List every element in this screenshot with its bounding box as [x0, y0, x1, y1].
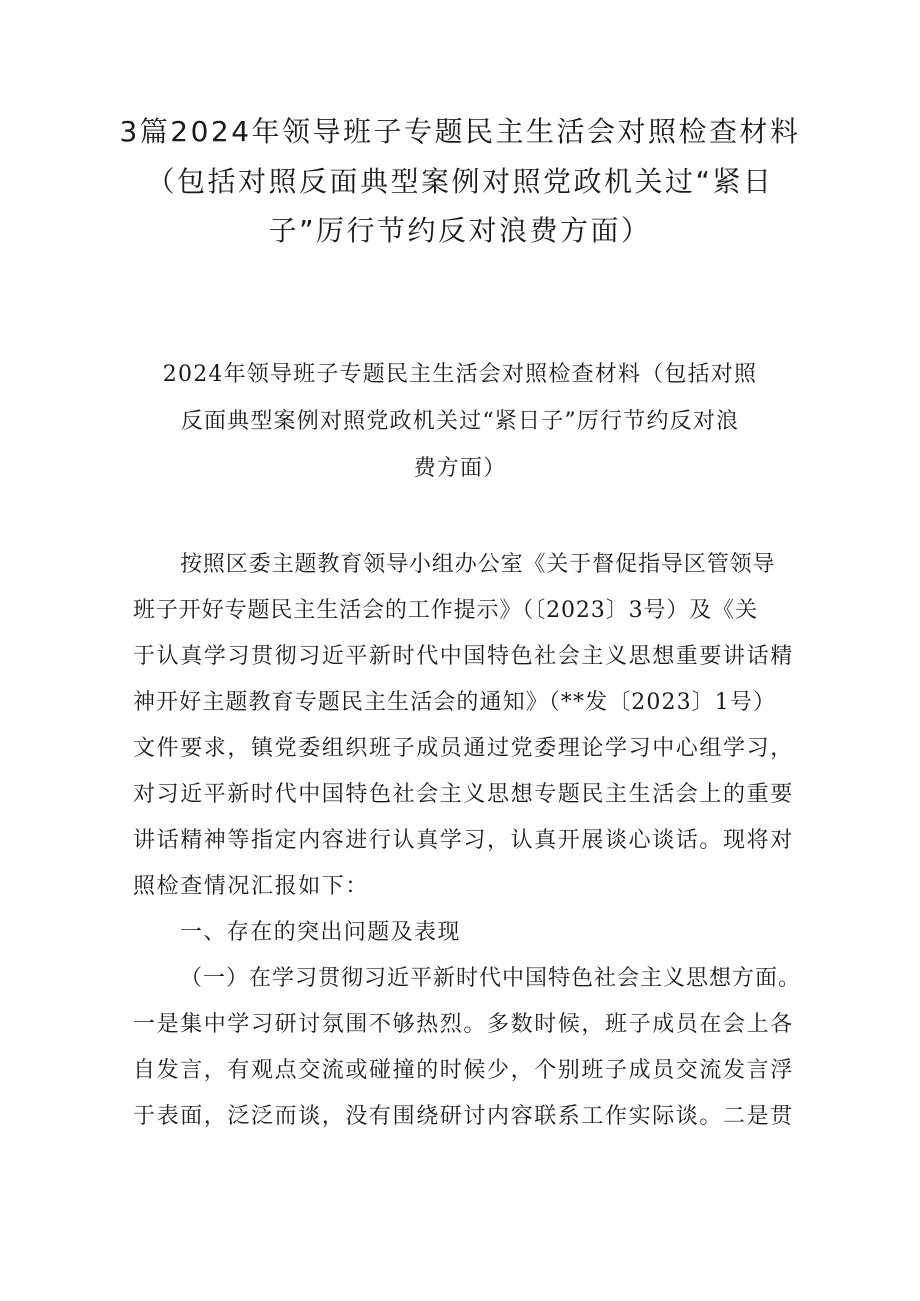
sub-title-line-3: 费方面） — [413, 456, 507, 481]
main-title-line-3: 子”厉行节约反对浪费方面） — [268, 214, 652, 247]
paragraph-1-line-4: 神开好主题教育专题民主生活会的通知》（**发〔2023〕1号） — [133, 690, 777, 715]
paragraph-1-line-7: 讲话精神等指定内容进行认真学习，认真开展谈心谈话。现将对 — [133, 828, 794, 853]
paragraph-1-line-8: 照检查情况汇报如下： — [133, 874, 370, 899]
paragraph-1-line-5: 文件要求，镇党委组织班子成员通过党委理论学习中心组学习， — [133, 736, 794, 761]
sub-title-line-2: 反面典型案例对照党政机关过“紧日子”厉行节约反对浪 — [180, 409, 740, 434]
section-heading-1: 一、存在的突出问题及表现 — [180, 920, 461, 945]
main-title-line-1: 3篇2024年领导班子专题民主生活会对照检查材料 — [119, 115, 801, 148]
paragraph-2-line-3: 自发言，有观点交流或碰撞的时候少，个别班子成员交流发言浮 — [133, 1058, 794, 1083]
paragraph-1-line-2: 班子开好专题民主生活会的工作提示》（〔2023〕3号）及《关 — [133, 598, 758, 623]
sub-title-line-1: 2024年领导班子专题民主生活会对照检查材料（包括对照 — [162, 362, 758, 387]
paragraph-2-line-1: （一）在学习贯彻习近平新时代中国特色社会主义思想方面。 — [180, 966, 802, 991]
paragraph-1-line-6: 对习近平新时代中国特色社会主义思想专题民主生活会上的重要 — [133, 782, 794, 807]
paragraph-1-line-1: 按照区委主题教育领导小组办公室《关于督促指导区管领导 — [180, 552, 776, 577]
paragraph-1-line-3: 于认真学习贯彻习近平新时代中国特色社会主义思想重要讲话精 — [133, 644, 794, 669]
main-title-line-2: （包括对照反面典型案例对照党政机关过“紧日 — [146, 165, 774, 198]
paragraph-2-line-4: 于表面，泛泛而谈，没有围绕研讨内容联系工作实际谈。二是贯 — [133, 1104, 794, 1129]
paragraph-2-line-2: 一是集中学习研讨氛围不够热烈。多数时候，班子成员在会上各 — [133, 1012, 794, 1037]
